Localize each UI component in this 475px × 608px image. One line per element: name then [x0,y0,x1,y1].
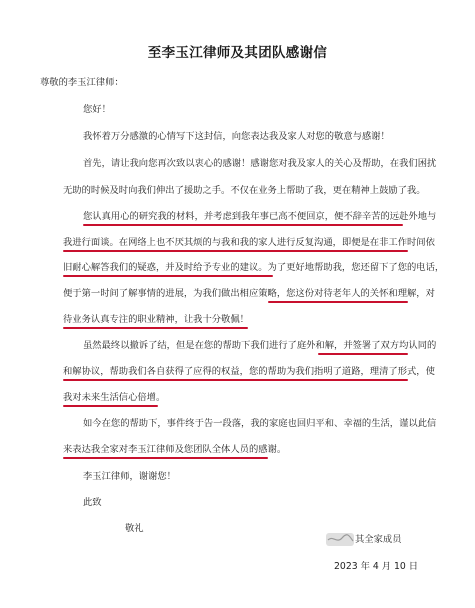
paragraph-3-line-2: 和解协议，帮助我们各自获得了应得的权益，您的帮助为我们指明了道路，理清了形式，使 [63,366,435,377]
paragraph-2-line-5: 待业务认真专注的职业精神，让我十分敬佩！ [63,314,249,325]
closing-jingli: 敬礼 [125,523,144,534]
intro-line: 我怀着万分感激的心情写下这封信，向您表达我及家人对您的敬意与感谢！ [83,131,390,142]
paragraph-2-line-2: 我进行面谈。在网络上也不厌其烦的与我和我的家人进行反复沟通，即便是在非工作时间依 [63,237,435,248]
letter-title: 至李玉江律师及其团队感谢信 [147,45,328,61]
highlight-underline [63,457,268,459]
highlight-underline [268,301,408,303]
paragraph-4-line-2: 来表达我全家对李玉江律师及您团队全体人员的感谢。 [63,444,287,455]
letter-date: 2023 年 4 月 10 日 [334,561,419,572]
highlight-underline [318,353,408,355]
highlight-underline [63,250,408,252]
signature-text: 其全家成员 [355,534,402,545]
paragraph-4-line-1: 如今在您的帮助下，事件终于告一段落，我的家庭也回归平和、幸福的生活，谨以此信 [83,418,437,429]
paragraph-2-line-3: 旧耐心解答我们的疑惑，并及时给予专业的建议。为了更好地帮助我，您还留下了您的电话， [63,262,445,273]
paragraph-1-line-2: 无助的时候及时向我们伸出了援助之手。不仅在业务上帮助了我，更在精神上鼓励了我。 [63,185,426,196]
highlight-underline [63,275,273,277]
highlight-underline [83,224,403,226]
paragraph-3-line-3: 我对未来生活信心倍增。 [63,392,166,403]
paragraph-2-line-1: 您认真用心的研究我的材料，并考虑到我年事已高不便回京，便不辞辛苦的远赴外地与 [83,211,437,222]
closing-cizhi: 此致 [83,497,102,508]
paragraph-3-line-1: 虽然最终以撤诉了结，但是在您的帮助下我们进行了庭外和解，并签署了双方均认同的 [83,340,437,351]
redacted-signature-scribble [325,528,355,550]
paragraph-1-line-1: 首先，请让我向您再次致以衷心的感谢！感谢您对我及家人的关心及帮助，在我们困扰 [83,158,437,169]
highlight-underline [63,379,408,381]
highlight-underline [63,405,158,407]
highlight-underline [63,327,248,329]
salutation: 尊敬的李玉江律师： [40,77,124,88]
signature-block [325,528,440,550]
greeting: 您好！ [83,104,111,115]
thanks-line: 李玉江律师，谢谢您！ [83,471,176,482]
paragraph-2-line-4: 便于第一时间了解事情的进展，为我们做出相应策略，您这份对待老年人的关怀和理解，对 [63,288,435,299]
